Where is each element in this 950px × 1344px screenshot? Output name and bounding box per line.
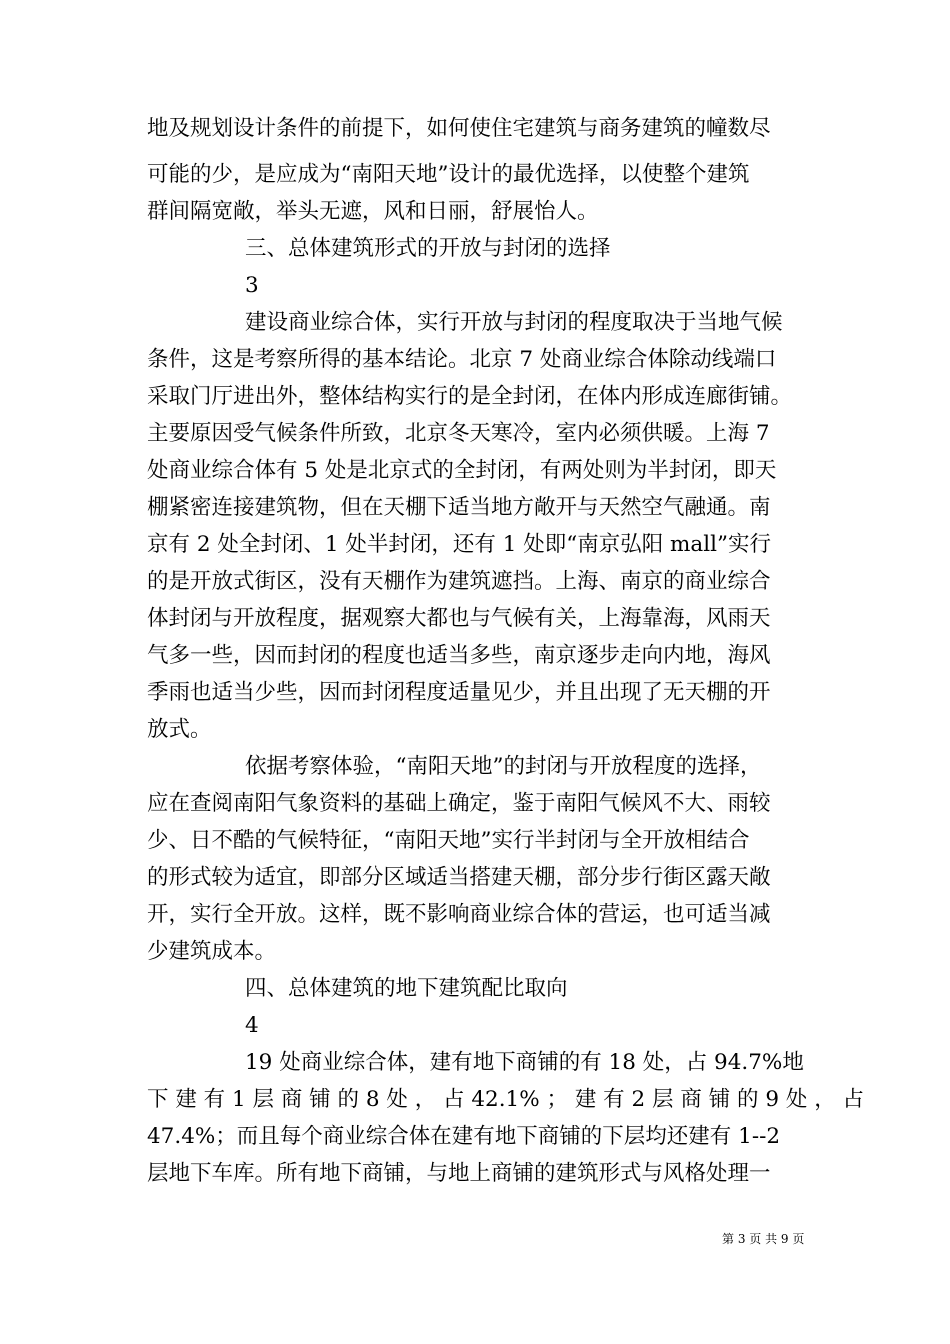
paragraph-line: 建设商业综合体，实行开放与封闭的程度取决于当地气候 <box>245 310 783 335</box>
section-number: 3 <box>245 273 259 298</box>
paragraph-line: 体封闭与开放程度，据观察大都也与气候有关，上海靠海，风雨天 <box>147 606 771 631</box>
paragraph-line: 地及规划设计条件的前提下，如何使住宅建筑与商务建筑的幢数尽 <box>147 116 771 141</box>
paragraph-line: 下 建 有 1 层 商 铺 的 8 处 ， 占 42.1% ； 建 有 2 层 商 铺 的 9 处 ， 占 <box>147 1087 865 1112</box>
section-heading: 四、总体建筑的地下建筑配比取向 <box>245 976 568 1001</box>
section-heading: 三、总体建筑形式的开放与封闭的选择 <box>245 236 611 261</box>
paragraph-line: 采取门厅进出外，整体结构实行的是全封闭，在体内形成连廊街铺。 <box>147 384 793 409</box>
paragraph-line: 主要原因受气候条件所致，北京冬天寒冷，室内必须供暖。上海 7 <box>147 421 770 446</box>
paragraph-line: 少、日不酷的气候特征，“南阳天地”实行半封闭与全开放相结合 <box>147 828 750 853</box>
paragraph-line: 放式。 <box>147 717 212 742</box>
section-number: 4 <box>245 1013 259 1038</box>
paragraph-line: 京有 2 处全封闭、1 处半封闭，还有 1 处即“南京弘阳 mall”实行 <box>147 532 771 557</box>
paragraph-line: 处商业综合体有 5 处是北京式的全封闭，有两处则为半封闭，即天 <box>147 458 777 483</box>
paragraph-line: 棚紧密连接建筑物，但在天棚下适当地方敞开与天然空气融通。南 <box>147 495 771 520</box>
paragraph-line: 应在查阅南阳气象资料的基础上确定，鉴于南阳气候风不大、雨较 <box>147 791 771 816</box>
paragraph-line: 群间隔宽敞，举头无遮，风和日丽，舒展怡人。 <box>147 199 599 224</box>
paragraph-line: 开，实行全开放。这样，既不影响商业综合体的营运，也可适当减 <box>147 902 771 927</box>
paragraph-line: 季雨也适当少些，因而封闭程度适量见少，并且出现了无天棚的开 <box>147 680 771 705</box>
paragraph-line: 少建筑成本。 <box>147 939 277 964</box>
paragraph-line: 的形式较为适宜，即部分区域适当搭建天棚，部分步行街区露天敞 <box>147 865 771 890</box>
paragraph-line: 47.4%；而且每个商业综合体在建有地下商铺的下层均还建有 1--2 <box>147 1124 781 1149</box>
paragraph-line: 气多一些，因而封闭的程度也适当多些，南京逐步走向内地，海风 <box>147 643 771 668</box>
paragraph-line: 的是开放式街区，没有天棚作为建筑遮挡。上海、南京的商业综合 <box>147 569 771 594</box>
paragraph-line: 依据考察体验，“南阳天地”的封闭与开放程度的选择， <box>245 754 762 779</box>
paragraph-line: 层地下车库。所有地下商铺，与地上商铺的建筑形式与风格处理一 <box>147 1161 771 1186</box>
paragraph-line: 条件，这是考察所得的基本结论。北京 7 处商业综合体除动线端口 <box>147 347 777 372</box>
paragraph-line: 可能的少，是应成为“南阳天地”设计的最优选择，以使整个建筑 <box>147 162 750 187</box>
page-number-footer: 第 3 页 共 9 页 <box>722 1232 805 1246</box>
paragraph-line: 19 处商业综合体，建有地下商铺的有 18 处，占 94.7%地 <box>245 1050 804 1075</box>
